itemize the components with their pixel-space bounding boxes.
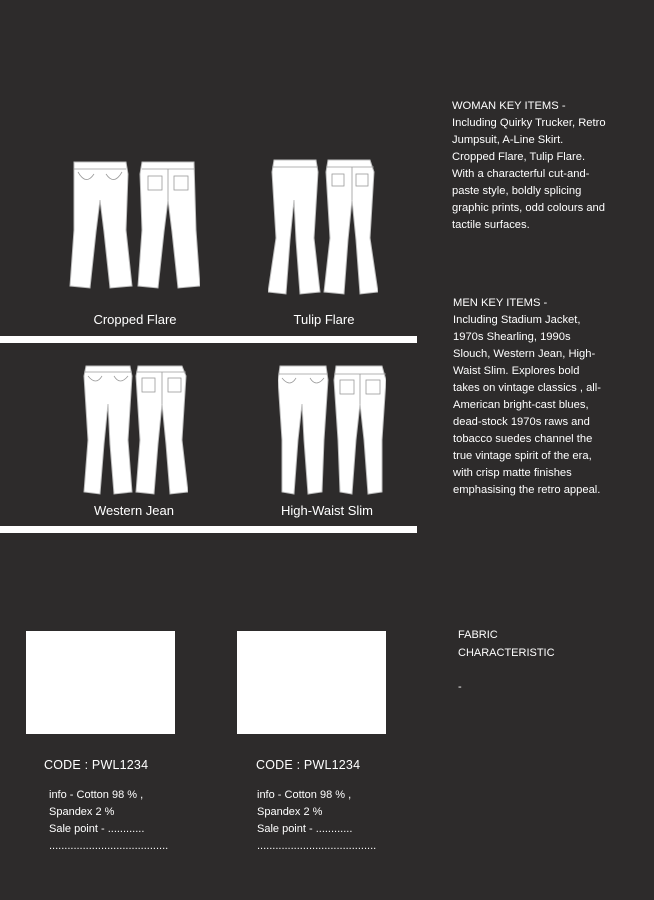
fabric-characteristic-value: -	[458, 681, 462, 693]
fabric-characteristic-heading: FABRIC	[458, 629, 498, 641]
woman-key-items-body: Including Quirky Trucker, Retro Jumpsuit, A-Line Skirt. Cropped Flare, Tulip Flare. With a characterful cut-and-paste style, boldly splicing graphic prints, odd colours and tactile surfaces.	[452, 117, 606, 231]
men-key-items-body: Including Stadium Jacket, 1970s Shearling, 1990s Slouch, Western Jean, High-Waist Slim. Explores bold takes on vintage classics , all-American bright-cast blues, dead-stock 1970s raws and tobacco suedes channel the true vintage spirit of the era, with crisp matte finishes emphasising the retro appeal.	[453, 314, 601, 496]
garment-caption: Tulip Flare	[293, 312, 355, 327]
fabric-info	[49, 787, 168, 855]
fabric-dots: .......................................	[257, 840, 377, 852]
fabric-info-composition: info - Cotton 98 % ,	[257, 789, 352, 801]
fabric-swatch	[237, 631, 386, 734]
fabric-sale-point: Sale point - ............	[49, 823, 145, 835]
fabric-code: CODE : PWL1234	[256, 758, 361, 772]
woman-key-items-heading: WOMAN KEY ITEMS -	[452, 100, 566, 112]
fabric-info	[257, 787, 376, 855]
fabric-code: CODE : PWL1234	[44, 758, 149, 772]
high-waist-slim-sketch	[278, 364, 386, 496]
divider	[0, 526, 417, 533]
cropped-flare-sketch	[68, 160, 200, 292]
men-key-items-heading: MEN KEY ITEMS -	[453, 297, 548, 309]
divider	[0, 336, 417, 343]
western-jean-sketch	[82, 364, 188, 496]
fabric-swatch	[26, 631, 175, 734]
fabric-info-composition-2: Spandex 2 %	[257, 806, 323, 818]
fabric-info-composition-2: Spandex 2 %	[49, 806, 115, 818]
fabric-characteristic	[458, 626, 555, 696]
fabric-dots: .......................................	[49, 840, 169, 852]
fabric-info-composition: info - Cotton 98 % ,	[49, 789, 144, 801]
tulip-flare-sketch	[268, 158, 378, 296]
garment-caption: Western Jean	[94, 503, 174, 518]
men-key-items	[453, 295, 603, 499]
fabric-characteristic-heading-2: CHARACTERISTIC	[458, 647, 555, 659]
fabric-sale-point: Sale point - ............	[257, 823, 353, 835]
garment-caption: Cropped Flare	[93, 312, 177, 327]
garment-caption: High-Waist Slim	[281, 503, 373, 518]
woman-key-items	[452, 98, 608, 234]
